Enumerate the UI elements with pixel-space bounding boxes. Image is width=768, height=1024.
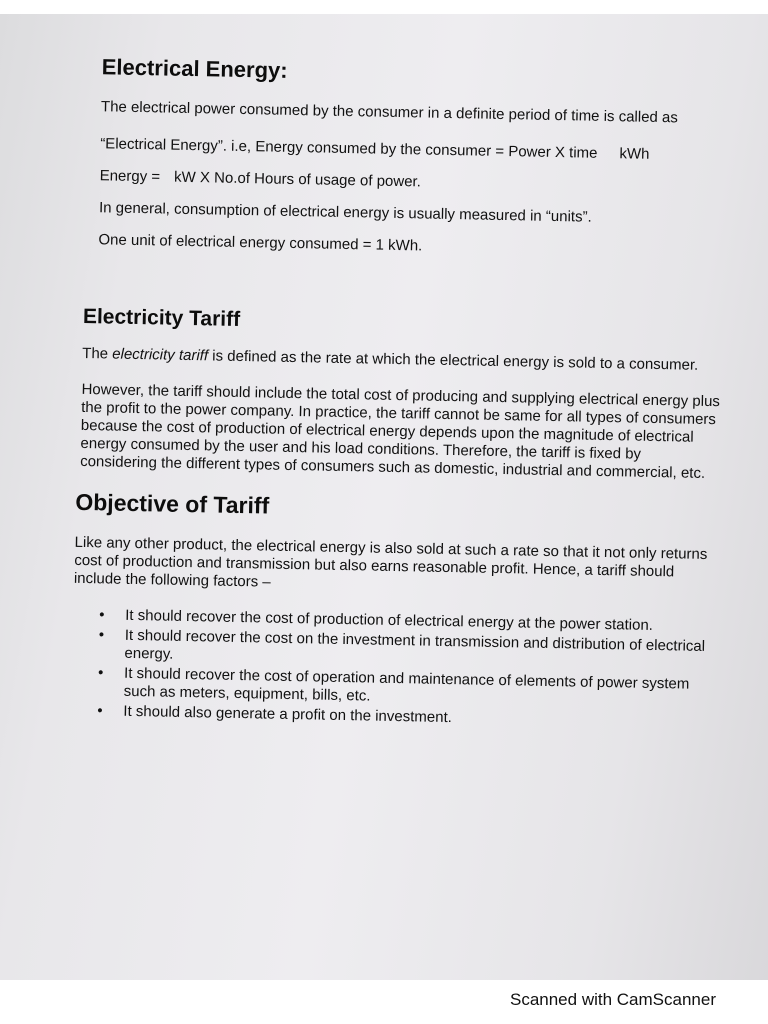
scanned-page <box>0 14 768 980</box>
heading-objective-of-tariff: Objective of Tariff <box>75 488 270 519</box>
list-item-text: It should recover the cost of operation and maintenance of elements of power system such as meters, equipment, bills, etc. <box>123 664 690 705</box>
section-electrical-energy <box>84 54 728 261</box>
list-item-text: It should also generate a profit on the investment. <box>123 702 453 727</box>
paragraph-units: In general, consumption of electrical energy is usually measured in “units”. <box>98 199 592 226</box>
paragraph-one-unit: One unit of electrical energy consumed = 1 kWh. <box>98 231 423 255</box>
list-item-text: It should recover the cost of production of electrical energy at the power station. <box>125 606 654 634</box>
tariff-term: electricity tariff <box>112 345 209 365</box>
bullet-icon: • <box>97 664 104 682</box>
energy-formula-text: “Electrical Energy”. i.e, Energy consumed by the consumer = Power X time <box>100 135 598 162</box>
tariff-definition-pre: The <box>82 344 113 363</box>
camscanner-watermark: Scanned with CamScanner <box>509 990 716 1009</box>
heading-electricity-tariff: Electricity Tariff <box>82 304 241 331</box>
bullet-icon: • <box>99 606 105 624</box>
tariff-definition-post: is defined as the rate at which the electrical energy is sold to a consumer. <box>207 347 699 374</box>
section-electricity-tariff <box>80 305 723 483</box>
paragraph-objective-intro: Like any other product, the electrical energy is also sold at such a rate so that it not only returns cost of production and transmission but also earns reasonable profit. Hence, a tariff should include the following factors – <box>73 533 708 591</box>
paragraph-energy-kw <box>99 167 725 197</box>
paragraph-tariff-definition <box>82 345 722 375</box>
energy-unit: kWh <box>619 145 650 163</box>
paragraph-definition: The electrical power consumed by the consumer in a definite period of time is called as <box>100 98 679 127</box>
factors-list <box>95 606 717 732</box>
bullet-icon: • <box>98 626 105 644</box>
paragraph-tariff-details: However, the tariff should include the total cost of producing and supplying electrical energy plus the profit to the power company. In practice, the tariff cannot be same for all types of consumers because the cost of production of electrical energy depends upon the magnitude of electrical energy consumed by the user and his load conditions. Therefore, the tariff is fixed by considering the different types of consumers such as domestic, industrial and commercial, etc. <box>80 380 721 482</box>
paragraph-energy-formula <box>100 135 726 165</box>
energy-kw-text: kW X No.of Hours of usage of power. <box>173 168 422 191</box>
list-item-text: It should recover the cost on the investment in transmission and distribution of electrical energy. <box>124 626 706 663</box>
energy-label: Energy = <box>99 167 161 186</box>
section-objective-of-tariff <box>75 489 719 732</box>
document-content <box>75 54 728 734</box>
bullet-icon: • <box>97 702 103 720</box>
heading-electrical-energy: Electrical Energy: <box>101 54 288 83</box>
